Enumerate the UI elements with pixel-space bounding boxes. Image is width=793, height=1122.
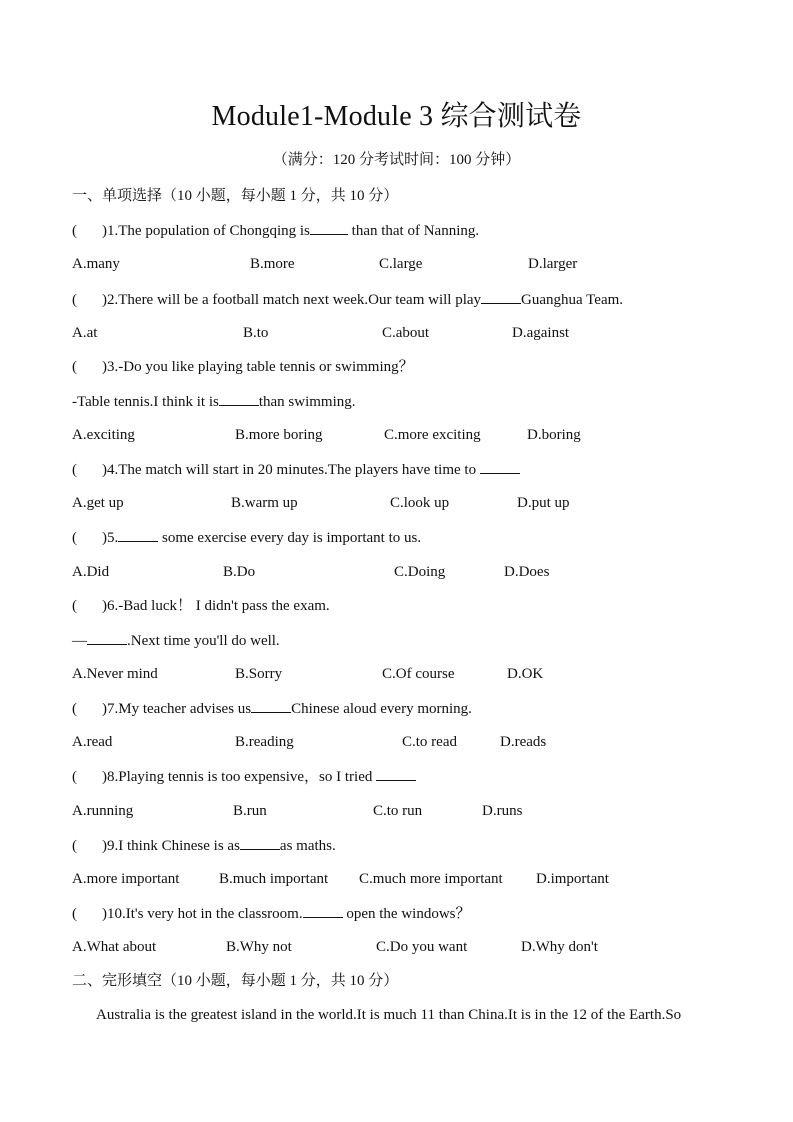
option-d: D.Does [504,564,550,580]
option-b: B.Do [223,564,256,580]
question-text: Chinese aloud every morning. [291,701,472,717]
question-1-options [72,254,772,274]
option-d: D.boring [527,427,581,443]
option-c: C.Of course [382,666,455,682]
question-text: )9.I think Chinese is as [102,838,240,854]
answer-blank [376,766,416,781]
question-3-reply [72,391,356,412]
option-a: A.read [72,734,113,750]
question-9 [72,835,336,856]
question-3-options [72,425,772,445]
question-text: )10.It's very hot in the classroom. [102,906,303,922]
option-b: B.reading [235,734,294,750]
question-text: )4.The match will start in 20 minutes.The players have time to [102,462,480,478]
answer-blank [240,835,280,850]
question-4 [72,459,520,480]
question-5 [72,527,421,548]
section-2-heading: 二、完形填空（10 小题，每小题 1 分，共 10 分） [72,973,399,989]
section-1-heading: 一、单项选择（10 小题，每小题 1 分，共 10 分） [72,188,399,204]
option-c: C.more exciting [384,427,481,443]
answer-blank [480,459,520,474]
question-text: -Table tennis.I think it is [72,394,219,410]
question-8 [72,766,416,787]
question-text: )3.-Do you like playing table tennis or swimming？ [102,359,414,375]
question-text: open the windows？ [342,906,471,922]
question-text: .Next time you'll do well. [127,633,280,649]
answer-paren: ( [72,530,77,546]
question-10 [72,903,471,924]
question-text: )6.-Bad luck！ I didn't pass the exam. [102,598,330,614]
option-d: D.against [512,325,570,341]
option-c: C.much more important [359,871,503,887]
question-text: — [72,633,87,649]
answer-paren: ( [72,462,77,478]
option-b: B.much important [219,871,329,887]
option-a: A.at [72,325,98,341]
option-c: C.about [382,325,430,341]
answer-blank [87,630,127,645]
question-6-options [72,664,772,684]
option-c: C.to run [373,803,423,819]
option-c: C.look up [390,495,450,511]
question-10-options [72,937,772,957]
question-3 [72,357,414,377]
answer-paren: ( [72,598,77,614]
question-9-options [72,869,772,889]
option-b: B.more [250,256,295,272]
question-7-options [72,732,772,752]
option-b: B.run [233,803,267,819]
question-4-options [72,493,772,513]
option-c: C.Do you want [376,939,468,955]
question-6 [72,596,330,616]
question-text: )2.There will be a football match next week.Our team will play [102,292,482,308]
option-c: C.to read [402,734,457,750]
option-b: B.to [243,325,269,341]
option-b: B.Sorry [235,666,283,682]
option-c: C.large [379,256,423,272]
option-a: A.more important [72,871,180,887]
answer-paren: ( [72,701,77,717]
option-a: A.exciting [72,427,135,443]
answer-paren: ( [72,769,77,785]
answer-blank [303,903,343,918]
question-text: )7.My teacher advises us [102,701,252,717]
option-b: B.more boring [235,427,323,443]
option-a: A.running [72,803,134,819]
question-text: than that of Nanning. [347,223,480,239]
question-text: as maths. [279,838,336,854]
question-1 [72,220,479,241]
answer-paren: ( [72,906,77,922]
option-a: A.What about [72,939,157,955]
question-text: )5. [102,530,119,546]
option-d: D.put up [517,495,570,511]
question-7 [72,698,472,719]
option-a: A.many [72,256,120,272]
answer-blank [251,698,291,713]
answer-paren: ( [72,292,77,308]
option-c: C.Doing [394,564,446,580]
option-d: D.larger [528,256,578,272]
question-2 [72,289,623,310]
question-text: than swimming. [258,394,356,410]
answer-blank [219,391,259,406]
question-5-options [72,562,772,582]
page-subtitle: （满分：120 分考试时间：100 分钟） [272,152,521,168]
question-8-options [72,801,772,821]
option-d: D.reads [500,734,547,750]
question-text: )8.Playing tennis is too expensive，so I tried [102,769,377,785]
option-b: B.Why not [226,939,292,955]
page-title: Module1-Module 3 综合测试卷 [211,101,582,132]
question-text: Guanghua Team. [521,292,624,308]
question-2-options [72,323,772,343]
option-d: D.important [536,871,609,887]
question-text: )1.The population of Chongqing is [102,223,310,239]
option-a: A.get up [72,495,124,511]
option-b: B.warm up [231,495,298,511]
option-d: D.Why don't [521,939,598,955]
answer-paren: ( [72,223,77,239]
answer-paren: ( [72,838,77,854]
option-d: D.OK [507,666,544,682]
answer-blank [481,289,521,304]
option-a: A.Did [72,564,110,580]
option-d: D.runs [482,803,523,819]
question-6-reply [72,630,280,651]
answer-paren: ( [72,359,77,375]
answer-blank [310,220,348,235]
question-text: some exercise every day is important to us. [158,530,422,546]
answer-blank [118,527,158,542]
cloze-passage: Australia is the greatest island in the world.It is much 11 than China.It is in the 12 of the Earth.So [96,1007,682,1023]
option-a: A.Never mind [72,666,158,682]
